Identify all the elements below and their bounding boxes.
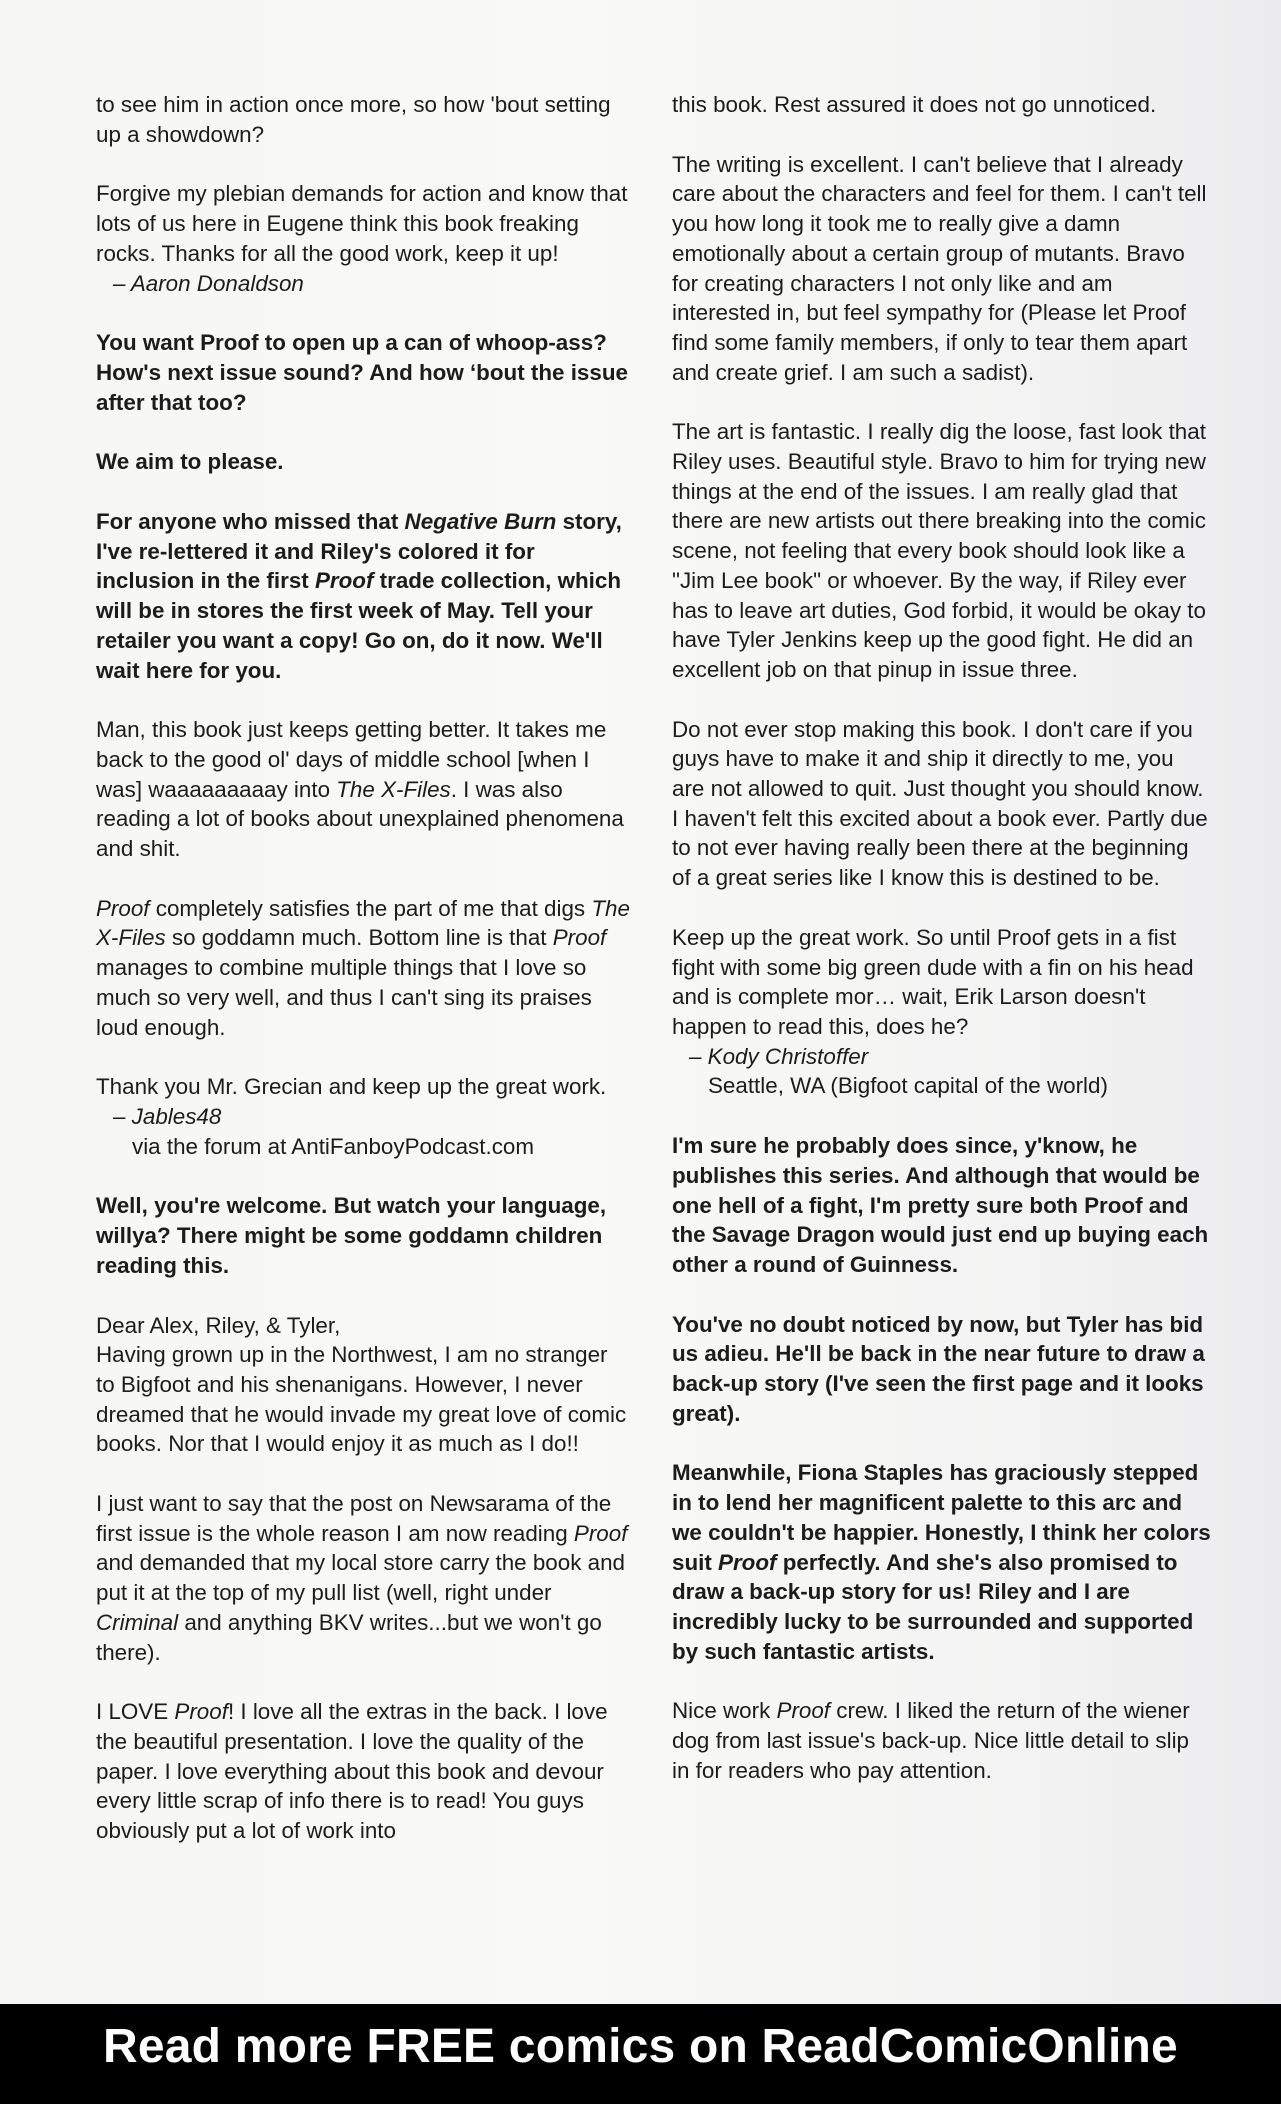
letter-text: Do not ever stop making this book. I don't care if you guys have to make it and ship it directly to me, you are not allowed to quit. Just thought you should know. I haven't felt this excited about a book ever. Partly due to not ever having really been there at the beginning of a great series like I know this is destined to be. [672, 716, 1208, 891]
letter-text: to see him in action once more, so how 'bout setting up a showdown? [96, 92, 611, 147]
letter-text: I just want to say that the post on Newsarama of the first issue is the whole reason I am now reading Proof and demanded that my local store carry the book and put it at the top of my pull list (well, right under Criminal and anything BKV writes...but we won't go there). [96, 1491, 628, 1665]
editor-reply: I'm sure he probably does since, y'know, he publishes this series. And although that would be one hell of a fight, I'm pretty sure both Proof and the Savage Dragon would just end up buying each other a round of Guinness. [672, 1133, 1209, 1277]
letter-text: Proof completely satisfies the part of me that digs The X-Files so goddamn much. Bottom line is that Proof manages to combine multiple things that I love so much so very well, and thus I can't sing its praises loud enough. [96, 895, 630, 1040]
letter-signature: – Jables48 [113, 1103, 222, 1129]
letter-signature: – Kody Christoffer [689, 1043, 869, 1069]
letter-text: Nice work Proof crew. I liked the return of the wiener dog from last issue's back-up. Nice little detail to slip in for readers who pay attention. [672, 1698, 1190, 1783]
editor-reply: You've no doubt noticed by now, but Tyler has bid us adieu. He'll be back in the near future to draw a back-up story (I've seen the first page and it looks great). [672, 1311, 1205, 1426]
letter-signature: – Aaron Donaldson [113, 270, 304, 296]
right-column [672, 90, 1212, 1815]
footer-link-text[interactable]: Read more FREE comics on ReadComicOnline [103, 2020, 1178, 2073]
letter-text: Man, this book just keeps getting better. It takes me back to the good ol' days of middle school [when I was] waaaaaaaaay into The X-Files. I was also reading a lot of books about unexplained phenomena and shit. [96, 717, 624, 862]
letter-text: Thank you Mr. Grecian and keep up the great work. [96, 1074, 607, 1100]
letter-text: Keep up the great work. So until Proof gets in a fist fight with some big green dude with a fin on his head and is complete mor… wait, Erik Larson doesn't happen to read this, does he? [672, 924, 1194, 1039]
editor-reply: Meanwhile, Fiona Staples has graciously stepped in to lend her magnificent palette to this arc and we couldn't be happier. Honestly, I think her colors suit Proof perfectly. And she's also promised to draw a back-up story for us! Riley and I are incredibly lucky to be surrounded and supported by such fantastic artists. [672, 1460, 1211, 1664]
letter-signature-source: via the forum at AntiFanboyPodcast.com [132, 1133, 534, 1159]
letter-text: I LOVE Proof! I love all the extras in the back. I love the beautiful presentation. I love the quality of the paper. I love everything about this book and devour every little scrap of info there is to read! You guys obviously put a lot of work into [96, 1699, 608, 1844]
letter-text: Having grown up in the Northwest, I am no stranger to Bigfoot and his shenanigans. However, I never dreamed that he would invade my great love of comic books. Nor that I would enjoy it as much as I do!! [96, 1342, 627, 1457]
letter-salutation: Dear Alex, Riley, & Tyler, [96, 1312, 341, 1338]
letter-text: The art is fantastic. I really dig the loose, fast look that Riley uses. Beautiful style. Bravo to him for trying new things at the end of the issues. I am really glad that there are new artists out there breaking into the comic scene, not feeling that every book should look like a "Jim Lee book" or whoever. By the way, if Riley ever has to leave art duties, God forbid, it would be okay to have Tyler Jenkins keep up the good fight. He did an excellent job on that pinup in issue three. [672, 419, 1206, 682]
left-column [96, 90, 631, 1876]
letter-text: The writing is excellent. I can't believe that I already care about the characters and feel for them. I can't tell you how long it took me to really give a damn emotionally about a certain group of mutants. Bravo for creating characters I not only like and am interested in, but feel sympathy for (Please let Proof find some family members, if only to tear them apart and create grief. I am such a sadist). [672, 151, 1207, 385]
editor-reply: You want Proof to open up a can of whoop-ass? How's next issue sound? And how ‘bout the issue after that too? [96, 330, 628, 415]
editor-reply: We aim to please. [96, 449, 284, 475]
letter-text: Forgive my plebian demands for action and know that lots of us here in Eugene think this book freaking rocks. Thanks for all the good work, keep it up! [96, 181, 628, 266]
editor-reply: For anyone who missed that Negative Burn story, I've re-lettered it and Riley's colored it for inclusion in the first Proof trade collection, which will be in stores the first week of May. Tell your retailer you want a copy! Go on, do it now. We'll wait here for you. [96, 509, 622, 683]
letter-text: this book. Rest assured it does not go unnoticed. [672, 92, 1157, 117]
letter-signature-location: Seattle, WA (Bigfoot capital of the world) [708, 1073, 1108, 1099]
editor-reply: Well, you're welcome. But watch your language, willya? There might be some goddamn children reading this. [96, 1193, 607, 1278]
